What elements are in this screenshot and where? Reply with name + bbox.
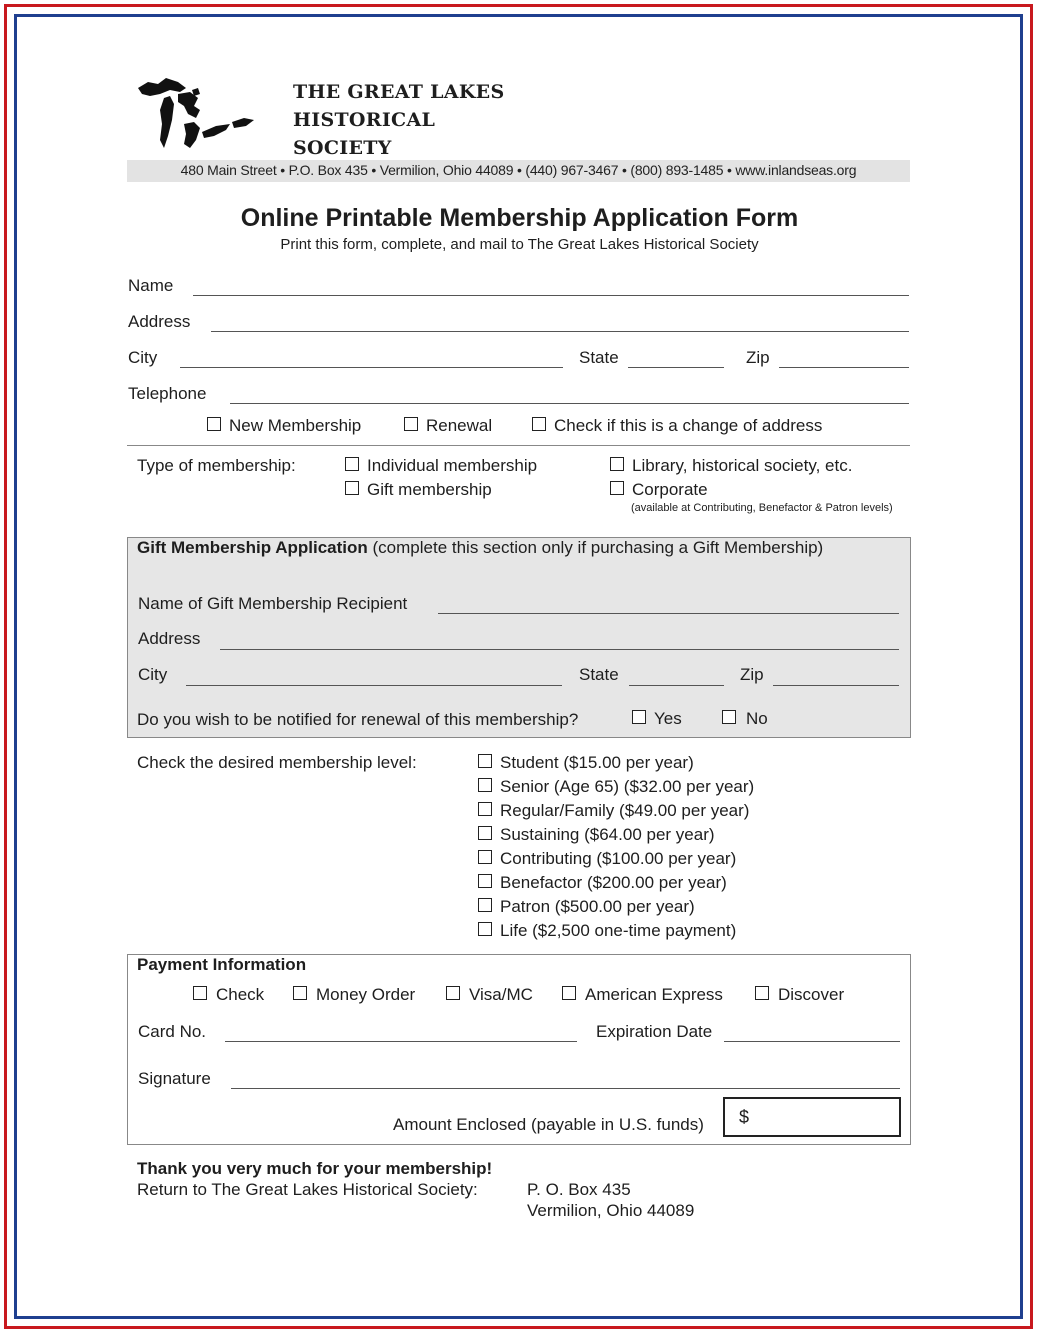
level-checkbox[interactable] — [478, 874, 492, 888]
corporate-checkbox[interactable] — [610, 481, 624, 495]
level-checkbox[interactable] — [478, 826, 492, 840]
gift-membership-label: Gift membership — [367, 480, 492, 499]
city-field[interactable] — [180, 367, 563, 368]
level-label: Senior (Age 65) ($32.00 per year) — [500, 777, 755, 796]
level-checkbox[interactable] — [478, 922, 492, 936]
renewal-checkbox[interactable] — [404, 417, 418, 431]
return-city: Vermilion, Ohio 44089 — [527, 1201, 695, 1220]
telephone-label: Telephone — [128, 384, 207, 403]
levels-label: Check the desired membership level: — [137, 753, 417, 772]
gift-city-field[interactable] — [186, 685, 562, 686]
new-membership-label: New Membership — [229, 416, 362, 435]
return-label: Return to The Great Lakes Historical Society: — [137, 1180, 478, 1199]
expiration-field[interactable] — [724, 1041, 900, 1042]
signature-field[interactable] — [231, 1088, 900, 1089]
gift-heading — [137, 538, 823, 558]
gift-recipient-field[interactable] — [438, 613, 899, 614]
level-label: Benefactor ($200.00 per year) — [500, 873, 727, 892]
gift-membership-checkbox[interactable] — [345, 481, 359, 495]
expiration-label: Expiration Date — [596, 1022, 713, 1041]
level-checkbox[interactable] — [478, 898, 492, 912]
library-label: Library, historical society, etc. — [632, 456, 853, 475]
address-field[interactable] — [211, 331, 909, 332]
gift-address-label: Address — [138, 629, 201, 648]
level-label: Sustaining ($64.00 per year) — [500, 825, 715, 844]
pay-visa-label: Visa/MC — [469, 985, 533, 1004]
dollar-sign: $ — [739, 1107, 750, 1127]
pay-money-order-label: Money Order — [316, 985, 416, 1004]
signature-label: Signature — [138, 1069, 211, 1088]
level-label: Life ($2,500 one-time payment) — [500, 921, 737, 940]
level-checkbox[interactable] — [478, 850, 492, 864]
individual-membership-checkbox[interactable] — [345, 457, 359, 471]
form-title: Online Printable Membership Application Form — [240, 204, 799, 232]
pay-money-order-checkbox[interactable] — [293, 986, 307, 1000]
amount-label: Amount Enclosed (payable in U.S. funds) — [393, 1115, 704, 1134]
zip-label: Zip — [746, 348, 770, 367]
gift-city-label: City — [138, 665, 168, 684]
level-checkbox[interactable] — [478, 754, 492, 768]
level-checkbox[interactable] — [478, 778, 492, 792]
address-label: Address — [128, 312, 191, 331]
renewal-no-checkbox[interactable] — [722, 710, 736, 724]
section-divider — [127, 445, 910, 446]
gift-state-field[interactable] — [629, 685, 724, 686]
name-field[interactable] — [193, 295, 909, 296]
org-name-line1: THE GREAT LAKES — [293, 81, 505, 103]
renewal-yes-checkbox[interactable] — [632, 710, 646, 724]
level-label: Student ($15.00 per year) — [500, 753, 694, 772]
membership-type-label: Type of membership: — [137, 456, 296, 475]
level-label: Regular/Family ($49.00 per year) — [500, 801, 750, 820]
level-checkbox[interactable] — [478, 802, 492, 816]
gift-heading-note: (complete this section only if purchasing a Gift Membership) — [372, 538, 824, 557]
corporate-note: (available at Contributing, Benefactor & Patron levels) — [631, 502, 893, 514]
gift-zip-label: Zip — [740, 665, 764, 684]
state-label: State — [579, 348, 619, 367]
gift-state-label: State — [579, 665, 619, 684]
corporate-label: Corporate — [632, 480, 708, 499]
org-address: 480 Main Street • P.O. Box 435 • Vermilion, Ohio 44089 • (440) 967-3467 • (800) 893-1485 • www.inlandseas.org — [180, 162, 857, 178]
state-field[interactable] — [628, 367, 724, 368]
gift-section — [127, 537, 911, 738]
pay-visa-checkbox[interactable] — [446, 986, 460, 1000]
level-label: Patron ($500.00 per year) — [500, 897, 695, 916]
city-label: City — [128, 348, 158, 367]
pay-check-checkbox[interactable] — [193, 986, 207, 1000]
renewal-question: Do you wish to be notified for renewal of this membership? — [137, 710, 579, 729]
change-address-label: Check if this is a change of address — [554, 416, 823, 435]
org-name-line3: SOCIETY — [293, 137, 392, 159]
pay-check-label: Check — [216, 985, 265, 1004]
pay-discover-checkbox[interactable] — [755, 986, 769, 1000]
form-subtitle: Print this form, complete, and mail to The Great Lakes Historical Society — [280, 236, 759, 253]
thank-you-text: Thank you very much for your membership! — [137, 1159, 493, 1178]
org-name-line2: HISTORICAL — [293, 109, 436, 131]
renewal-yes-label: Yes — [654, 709, 682, 728]
new-membership-checkbox[interactable] — [207, 417, 221, 431]
zip-field[interactable] — [779, 367, 909, 368]
individual-membership-label: Individual membership — [367, 456, 538, 475]
level-label: Contributing ($100.00 per year) — [500, 849, 737, 868]
gift-zip-field[interactable] — [773, 685, 899, 686]
name-label: Name — [128, 276, 174, 295]
gift-heading-bold: Gift Membership Application — [137, 538, 368, 557]
great-lakes-map-icon — [134, 74, 258, 154]
gift-address-field[interactable] — [220, 649, 899, 650]
payment-heading: Payment Information — [137, 955, 307, 974]
library-checkbox[interactable] — [610, 457, 624, 471]
renewal-label: Renewal — [426, 416, 493, 435]
amount-field[interactable] — [723, 1097, 901, 1137]
pay-discover-label: Discover — [778, 985, 845, 1004]
card-number-field[interactable] — [225, 1041, 577, 1042]
gift-recipient-label: Name of Gift Membership Recipient — [138, 594, 408, 613]
renewal-no-label: No — [746, 709, 768, 728]
card-number-label: Card No. — [138, 1022, 207, 1041]
change-address-checkbox[interactable] — [532, 417, 546, 431]
telephone-field[interactable] — [230, 403, 909, 404]
return-po-box: P. O. Box 435 — [527, 1180, 631, 1199]
pay-amex-checkbox[interactable] — [562, 986, 576, 1000]
pay-amex-label: American Express — [585, 985, 723, 1004]
